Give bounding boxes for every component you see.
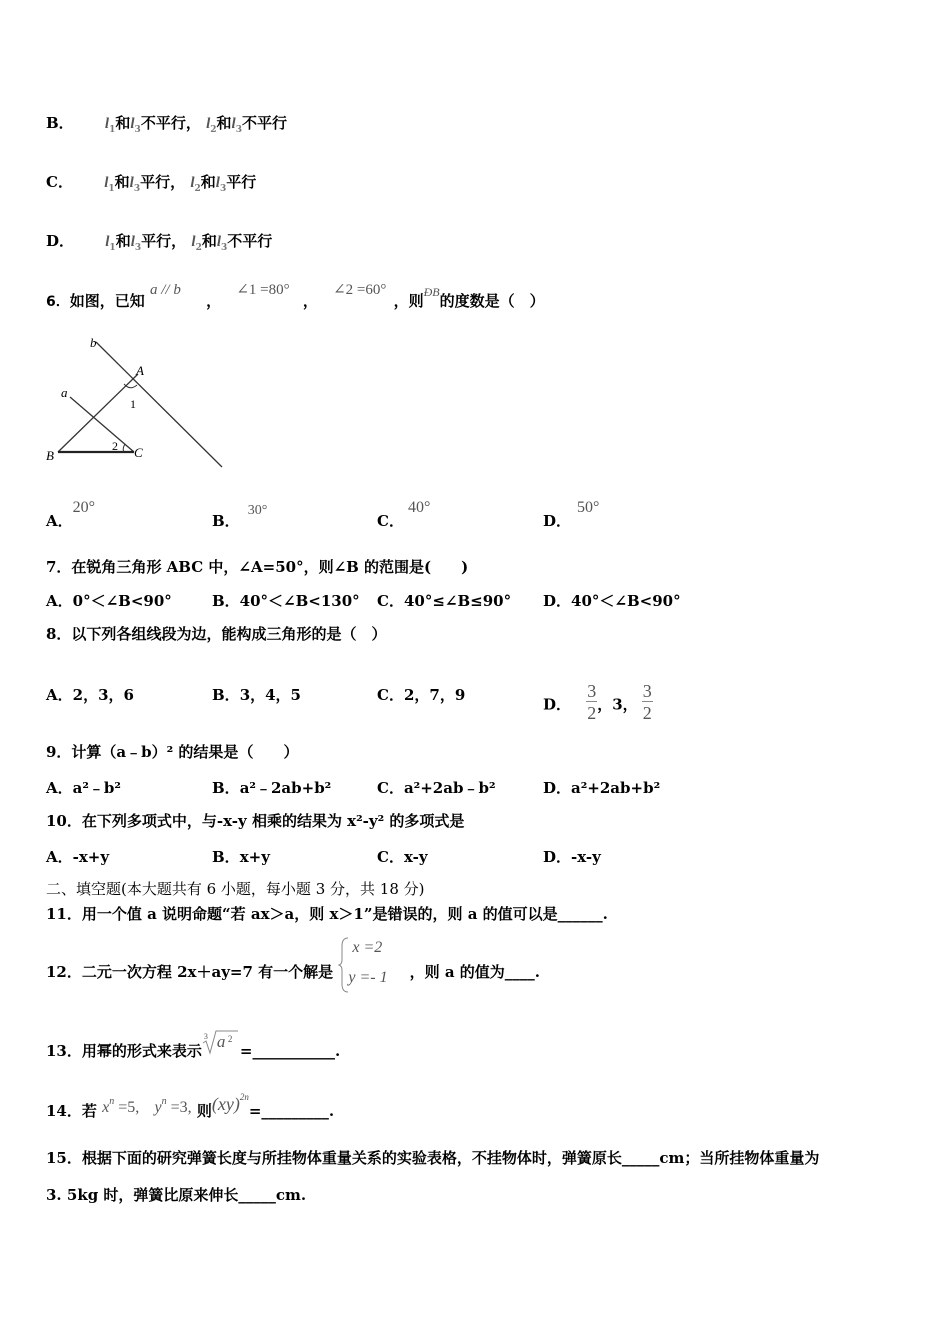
line-a [70,397,134,452]
q6-option-b: B．30° [212,503,268,530]
question-8: 8．以下列各组线段为边，能构成三角形的是（ ） [46,625,387,643]
angle-1-arc [124,384,137,388]
label-b: b [90,335,97,350]
label-a: a [61,385,68,400]
fraction-3-2: $\frac{3}{2}$ [642,681,652,723]
equation-system: x =2 y =- 1 [338,962,404,982]
label-B: B [46,448,54,463]
q8-option-b: B．3，4，5 [212,686,301,704]
label-1: 1 [130,397,136,411]
section-heading-fill-in: 二、填空题(本大题共有 6 小题，每小题 3 分，共 18 分) [46,880,425,898]
angle-2-arc [123,444,125,452]
q8-option-c: C．2，7，9 [377,686,466,704]
option-q5-b: B． $l_1$和$l_3$不平行， $l_2$和$l_3$不平行 [46,114,287,135]
question-13: 13．用幂的形式来表示 3 a 2 =___________. [46,1041,340,1061]
q10-option-d: D．-x-y [543,848,601,866]
q7-option-c: C．40°≤∠B≤90° [377,592,512,610]
q7-option-d: D．40°＜∠B<90° [543,592,681,610]
question-10: 10．在下列多项式中，与-x-y 相乘的结果为 x²-y² 的多项式是 [46,812,465,830]
q10-option-a: A．-x+y [46,848,110,866]
q9-option-a: A．a²﹣b² [46,779,121,797]
label-A: A [136,363,144,378]
q6-option-a: A．20° [46,499,96,530]
question-15-line-1: 15．根据下面的研究弹簧长度与所挂物体重量关系的实验表格，不挂物体时，弹簧原长_____cm；当所挂物体重量为 [46,1149,820,1167]
question-12: 12．二元一次方程 2x＋ay=7 有一个解是 x =2 y =- 1 ，则 a 的值为____. [46,962,540,982]
question-7: 7．在锐角三角形 ABC 中，∠A=50°，则∠B 的范围是( ) [46,558,469,576]
cube-root-expression: 3 a 2 [202,1041,240,1061]
q6-option-c: C．40° [377,499,431,530]
q9-option-c: C．a²+2ab﹣b² [377,779,496,797]
q9-option-b: B．a²﹣2ab+b² [212,779,332,797]
option-q5-d: D． $l_1$和$l_3$平行， $l_2$和$l_3$不平行 [46,232,273,253]
q7-option-a: A．0°＜∠B<90° [46,592,172,610]
question-15-line-2: 3. 5kg 时，弹簧比原来伸长_____cm. [46,1186,307,1204]
question-11: 11．用一个值 a 说明命题“若 ax＞a，则 x＞1”是错误的，则 a 的值可以是______. [46,905,608,923]
q8-option-d: D． $\frac{3}{2}$ ，3， $\frac{3}{2}$ [543,681,652,723]
option-q5-c: C． $l_1$和$l_3$平行， $l_2$和$l_3$平行 [46,173,257,194]
q6-figure [44,333,228,473]
label-2: 2 [112,439,118,453]
question-9: 9．计算（a﹣b）² 的结果是（ ） [46,743,299,761]
question-14: 14．若 $x^n =5$, $y^n =3$, 则(xy)$^{2n}$=_________. [46,1092,335,1120]
question-6: 6．如图，已知 a // b ， ∠1 =80° ， ∠2 =60° ，则$^{ÐB}$的度数是（ ） [46,282,545,310]
fraction-3-2: $\frac{3}{2}$ [587,681,597,723]
q10-option-b: B．x+y [212,848,270,866]
q8-option-a: A．2，3，6 [46,686,134,704]
q10-option-c: C．x-y [377,848,428,866]
label-C: C [134,445,143,460]
q7-option-b: B．40°＜∠B<130° [212,592,360,610]
q6-option-d: D．50° [543,499,600,530]
q9-option-d: D．a²+2ab+b² [543,779,661,797]
